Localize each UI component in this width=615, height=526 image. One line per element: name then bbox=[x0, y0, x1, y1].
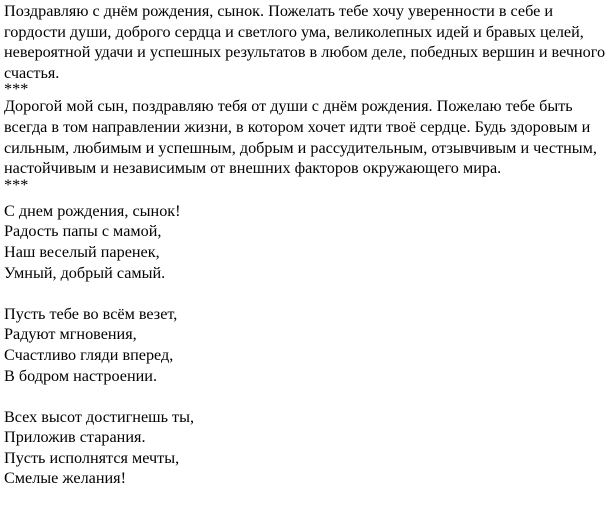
poem-line: Радуют мгновения, bbox=[4, 325, 137, 344]
separator-2: *** bbox=[4, 175, 29, 194]
poem-line: Смелые желания! bbox=[4, 469, 126, 488]
poem-line: С днем рождения, сынок! bbox=[4, 201, 181, 220]
poem-line: Всех высот достигнешь ты, bbox=[4, 407, 195, 426]
birthday-poem bbox=[4, 201, 609, 489]
separator-1: *** bbox=[4, 80, 29, 99]
poem-line: Радость папы с мамой, bbox=[4, 222, 162, 241]
poem-stanza-3 bbox=[4, 407, 609, 489]
poem-line: Приложив старания. bbox=[4, 428, 146, 447]
poem-line: Пусть исполнятся мечты, bbox=[4, 448, 180, 467]
poem-line: Умный, добрый самый. bbox=[4, 263, 166, 282]
poem-stanza-2 bbox=[4, 304, 609, 386]
poem-stanza-1 bbox=[4, 201, 609, 283]
poem-line: В бодром настроении. bbox=[4, 366, 158, 385]
poem-line: Счастливо гляди вперед, bbox=[4, 345, 174, 364]
poem-line: Пусть тебе во всём везет, bbox=[4, 304, 178, 323]
greeting-paragraph-2: Дорогой мой сын, поздравляю тебя от души с днём рождения. Пожелаю тебе быть всегда в том направлении жизни, в котором хочет идти твоё сердце. Будь здоровым и сильным, любимым и успешным, добрым и рассудительным, отзывчивым и честным, настойчивым и независимым от внешних факторов окружающего мира. bbox=[4, 97, 597, 178]
poem-line: Наш веселый паренек, bbox=[4, 242, 160, 261]
greeting-paragraph-1: Поздравляю с днём рождения, сынок. Пожелать тебе хочу уверенности в себе и гордости души, доброго сердца и светлого ума, великолепных идей и бравых целей, невероятной удачи и успешных результатов в любом деле, победных вершин и вечного счастья. bbox=[4, 2, 606, 82]
